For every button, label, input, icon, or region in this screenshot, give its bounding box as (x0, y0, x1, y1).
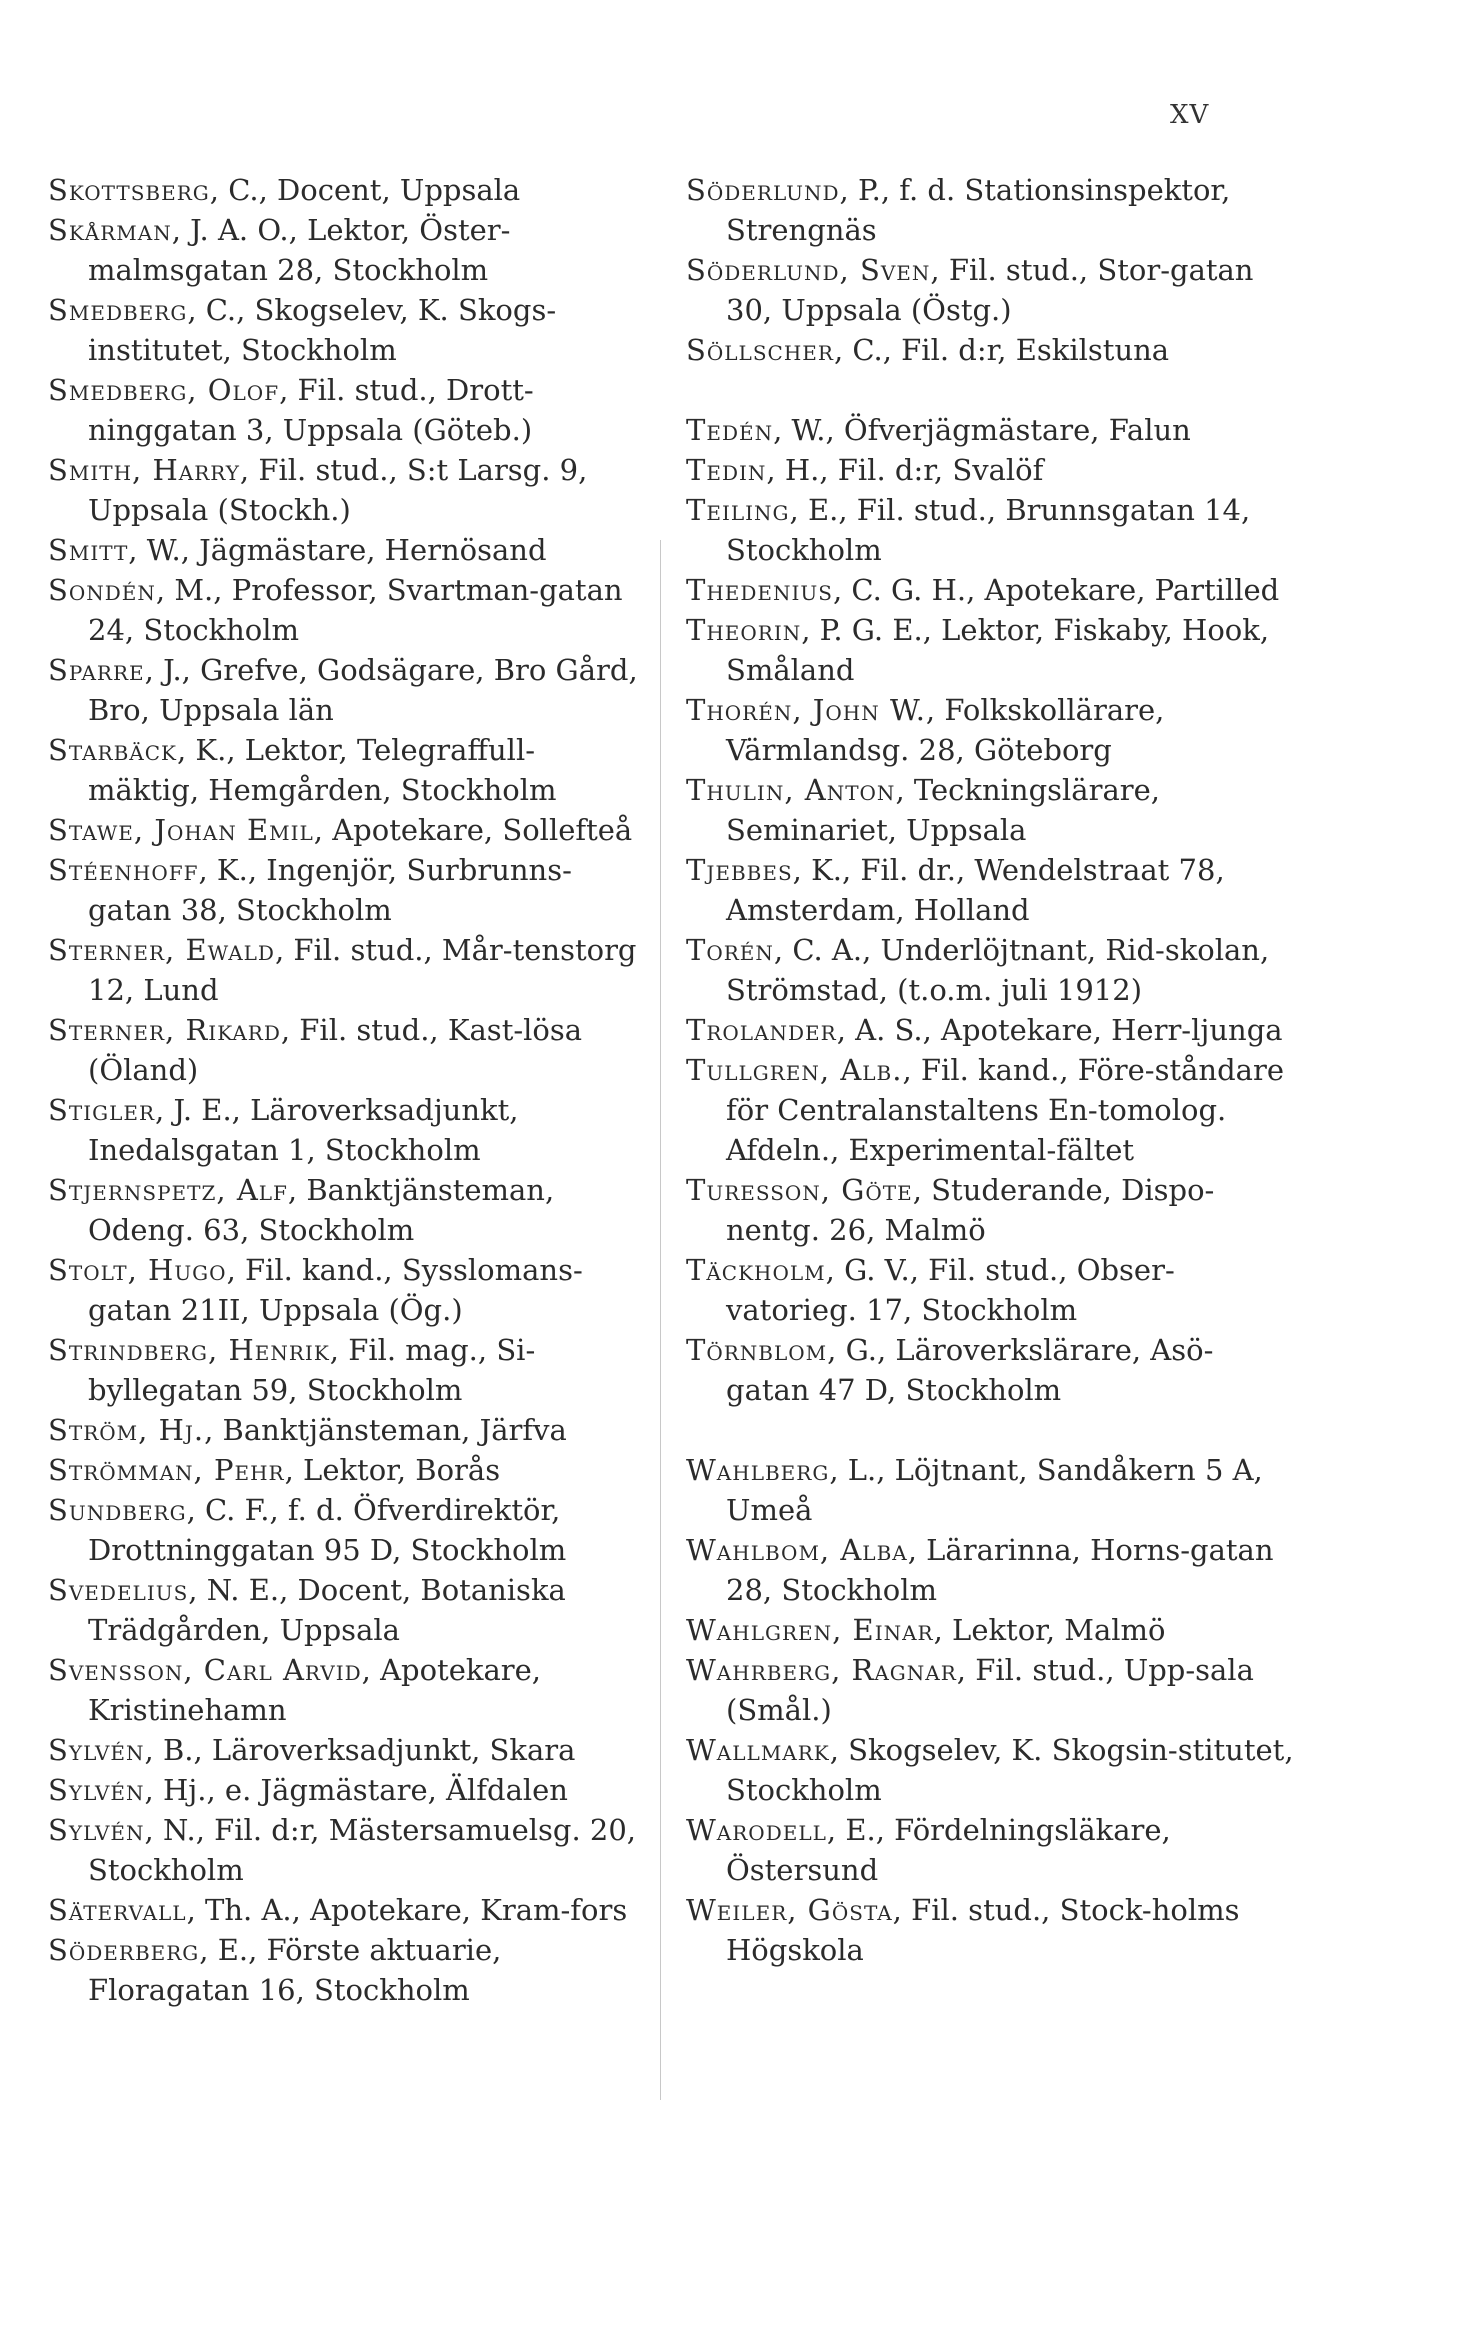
entry-details: , A. S., Apotekare, Herr-ljunga (836, 1013, 1283, 1047)
entry-name: Wallmark (686, 1733, 830, 1767)
entry-details: , Lärarinna, Horns-gatan 28, Stockholm (726, 1533, 1274, 1607)
entry-name: Söderberg (48, 1933, 200, 1967)
directory-entry (48, 1090, 638, 1170)
directory-entry (48, 810, 638, 850)
entry-details: , Fil. stud., Stor-gatan 30, Uppsala (Östg.) (726, 253, 1254, 327)
entry-name: Thedenius (686, 573, 833, 607)
directory-entry (686, 490, 1296, 570)
directory-entry (686, 570, 1296, 610)
directory-entry (686, 450, 1296, 490)
entry-name: Strindberg, Henrik (48, 1333, 330, 1367)
entry-name: Stéenhoff (48, 853, 199, 887)
entry-details: , Folkskollärare, Värmlandsg. 28, Göteborg (726, 693, 1165, 767)
entry-name: Stawe, Johan Emil (48, 813, 314, 847)
entry-name: Svensson, Carl Arvid (48, 1653, 362, 1687)
entry-details: , Studerande, Dispo-nentg. 26, Malmö (726, 1173, 1215, 1247)
directory-entry (686, 1250, 1296, 1330)
entry-name: Teiling (686, 493, 790, 527)
entry-name: Söderlund (686, 173, 840, 207)
entry-details: , G. V., Fil. stud., Obser-vatorieg. 17, Stockholm (726, 1253, 1175, 1327)
directory-entry (48, 730, 638, 810)
entry-details: , J. A. O., Lektor, Öster-malmsgatan 28, Stockholm (88, 213, 511, 287)
directory-entry (686, 1010, 1296, 1050)
left-column (48, 170, 638, 2010)
directory-entry (48, 290, 638, 370)
entry-name: Törnblom (686, 1333, 828, 1367)
directory-entry (48, 1570, 638, 1650)
directory-entry (48, 1730, 638, 1770)
entry-name: Wahlbom, Alba (686, 1533, 908, 1567)
entry-details: , Skogselev, K. Skogsin-stitutet, Stockholm (726, 1733, 1294, 1807)
entry-details: , B., Läroverksadjunkt, Skara (144, 1733, 576, 1767)
entry-details: , Hj., e. Jägmästare, Älfdalen (144, 1773, 568, 1807)
entry-details: , L., Löjtnant, Sandåkern 5 A, Umeå (726, 1453, 1263, 1527)
directory-entry (686, 170, 1296, 250)
directory-entry (686, 1890, 1296, 1970)
entry-details: , H., Fil. d:r, Svalöf (766, 453, 1044, 487)
directory-entry (686, 770, 1296, 850)
directory-entry (48, 650, 638, 730)
entry-name: Wahlberg (686, 1453, 830, 1487)
directory-entry (686, 610, 1296, 690)
entry-name: Sparre (48, 653, 145, 687)
entry-name: Tjebbes (686, 853, 793, 887)
entry-details: , C., Docent, Uppsala (209, 173, 521, 207)
entry-details: , Fil. kand., Sysslomans-gatan 21II, Uppsala (Ög.) (88, 1253, 583, 1327)
entry-name: Warodell (686, 1813, 827, 1847)
entry-details: , K., Ingenjör, Surbrunns-gatan 38, Stockholm (88, 853, 572, 927)
directory-entry (48, 1810, 638, 1890)
directory-entry (48, 1170, 638, 1250)
entry-details: , N. E., Docent, Botaniska Trädgården, Uppsala (88, 1573, 566, 1647)
entry-name: Stjernspetz, Alf (48, 1173, 288, 1207)
directory-entry (686, 1650, 1296, 1730)
entry-group-s (686, 170, 1296, 370)
entry-details: , Fil. stud., Kast-lösa (Öland) (88, 1013, 583, 1087)
entry-details: , E., Fördelningsläkare, Östersund (726, 1813, 1171, 1887)
entry-details: , Apotekare, Kristinehamn (88, 1653, 541, 1727)
entry-details: , E., Förste aktuarie, Floragatan 16, Stockholm (88, 1933, 502, 2007)
entry-name: Tedén (686, 413, 774, 447)
entry-details: , K., Fil. dr., Wendelstraat 78, Amsterdam, Holland (726, 853, 1225, 927)
directory-entry (686, 930, 1296, 1010)
entry-details: , G., Läroverkslärare, Asö-gatan 47 D, Stockholm (726, 1333, 1214, 1407)
directory-entry (48, 1410, 638, 1450)
group-gap (686, 370, 1296, 410)
directory-entry (48, 1890, 638, 1930)
entry-details: , Apotekare, Sollefteå (313, 813, 633, 847)
entry-details: , N., Fil. d:r, Mästersamuelsg. 20, Stockholm (88, 1813, 637, 1887)
entry-details: , W., Öfverjägmästare, Falun (773, 413, 1191, 447)
entry-details: , Banktjänsteman, Järfva (204, 1413, 567, 1447)
entry-name: Thulin, Anton (686, 773, 896, 807)
directory-entry (48, 170, 638, 210)
entry-name: Tedin (686, 453, 767, 487)
entry-details: , Fil. stud., Mår-tenstorg 12, Lund (88, 933, 637, 1007)
entry-name: Tullgren, Alb. (686, 1053, 903, 1087)
directory-entry (48, 570, 638, 650)
entry-details: , Fil. stud., S:t Larsg. 9, Uppsala (Stockh.) (88, 453, 588, 527)
directory-entry (686, 330, 1296, 370)
entry-name: Weiler, Gösta (686, 1893, 893, 1927)
entry-group-w (686, 1450, 1296, 1970)
entry-details: , C. G. H., Apotekare, Partilled (832, 573, 1280, 607)
entry-details: , Banktjänsteman, Odeng. 63, Stockholm (88, 1173, 555, 1247)
directory-entry (686, 1050, 1296, 1170)
entry-name: Täckholm (686, 1253, 826, 1287)
entry-name: Smith, Harry (48, 453, 240, 487)
entry-name: Stigler (48, 1093, 156, 1127)
entry-details: , C., Fil. d:r, Eskilstuna (833, 333, 1170, 367)
directory-entry (686, 1610, 1296, 1650)
entry-name: Skottsberg (48, 173, 210, 207)
directory-entry (48, 210, 638, 290)
entry-name: Smitt (48, 533, 129, 567)
directory-entry (48, 1450, 638, 1490)
entry-details: , C. A., Underlöjtnant, Rid-skolan, Strömstad, (t.o.m. juli 1912) (726, 933, 1270, 1007)
directory-entry (48, 1010, 638, 1090)
entry-name: Strömman, Pehr (48, 1453, 285, 1487)
entry-details: , Lektor, Borås (284, 1453, 501, 1487)
entry-name: Turesson, Göte (686, 1173, 913, 1207)
entry-details: , J., Grefve, Godsägare, Bro Gård, Bro, Uppsala län (88, 653, 638, 727)
entry-details: , Fil. mag., Si-byllegatan 59, Stockholm (88, 1333, 536, 1407)
directory-entry (48, 450, 638, 530)
directory-entry (686, 1730, 1296, 1810)
entry-details: , Th. A., Apotekare, Kram-fors (186, 1893, 628, 1927)
entry-details: , C. F., f. d. Öfverdirektör, Drottninggatan 95 D, Stockholm (88, 1493, 567, 1567)
entry-details: , Fil. stud., Drott-ninggatan 3, Uppsala (Göteb.) (88, 373, 534, 447)
directory-entry (686, 1810, 1296, 1890)
directory-entry (686, 1530, 1296, 1610)
entry-details: , Fil. stud., Upp-sala (Smål.) (726, 1653, 1254, 1727)
entry-name: Theorin (686, 613, 802, 647)
entry-name: Svedelius (48, 1573, 189, 1607)
entry-name: Smedberg, Olof (48, 373, 280, 407)
right-column (686, 170, 1296, 1970)
directory-entry (48, 1930, 638, 2010)
directory-entry (686, 1450, 1296, 1530)
page-number: XV (1170, 100, 1210, 130)
directory-entry (48, 1490, 638, 1570)
entry-name: Smedberg (48, 293, 188, 327)
directory-entry (48, 1250, 638, 1330)
entry-details: , Teckningslärare, Seminariet, Uppsala (726, 773, 1160, 847)
column-divider (660, 540, 661, 2100)
directory-entry (686, 1170, 1296, 1250)
entry-details: , K., Lektor, Telegraffull-mäktig, Hemgården, Stockholm (88, 733, 557, 807)
directory-entry (48, 1330, 638, 1410)
directory-entry (48, 1770, 638, 1810)
entry-details: , Lektor, Malmö (933, 1613, 1166, 1647)
entry-name: Ström, Hj. (48, 1413, 205, 1447)
entry-name: Sylvén (48, 1733, 145, 1767)
directory-entry (686, 250, 1296, 330)
entry-name: Sundberg (48, 1493, 187, 1527)
entry-name: Sterner, Ewald (48, 933, 275, 967)
entry-name: Starbäck (48, 733, 177, 767)
entry-name: Söderlund, Sven (686, 253, 931, 287)
directory-entry (48, 530, 638, 570)
directory-entry (686, 690, 1296, 770)
group-gap (686, 1410, 1296, 1450)
directory-entry (686, 410, 1296, 450)
entry-name: Sylvén (48, 1773, 145, 1807)
directory-entry (686, 1330, 1296, 1410)
entry-details: , C., Skogselev, K. Skogs-institutet, Stockholm (88, 293, 557, 367)
entry-details: , W., Jägmästare, Hernösand (128, 533, 547, 567)
entry-details: , J. E., Läroverksadjunkt, Inedalsgatan 1, Stockholm (88, 1093, 519, 1167)
entry-name: Sondén (48, 573, 156, 607)
directory-entry (48, 850, 638, 930)
entry-name: Söllscher (686, 333, 834, 367)
entry-name: Thorén, John W. (686, 693, 926, 727)
entry-name: Sätervall (48, 1893, 187, 1927)
entry-details: , P., f. d. Stationsinspektor, Strengnäs (726, 173, 1231, 247)
entry-details: , M., Professor, Svartman-gatan 24, Stockholm (88, 573, 623, 647)
entry-name: Sylvén (48, 1813, 145, 1847)
entry-name: Wahrberg, Ragnar (686, 1653, 957, 1687)
directory-entry (48, 370, 638, 450)
directory-entry (686, 850, 1296, 930)
entry-details: , Fil. kand., Före-ståndare för Centralanstaltens En-tomolog. Afdeln., Experimental-fältet (726, 1053, 1284, 1167)
entry-name: Wahlgren, Einar (686, 1613, 934, 1647)
entry-name: Skårman (48, 213, 172, 247)
entry-name: Stolt, Hugo (48, 1253, 227, 1287)
entry-group-t (686, 410, 1296, 1410)
entry-name: Torén (686, 933, 774, 967)
entry-details: , Fil. stud., Stock-holms Högskola (726, 1893, 1240, 1967)
entry-details: , E., Fil. stud., Brunnsgatan 14, Stockholm (726, 493, 1251, 567)
entry-name: Sterner, Rikard (48, 1013, 281, 1047)
directory-entry (48, 1650, 638, 1730)
entry-details: , P. G. E., Lektor, Fiskaby, Hook, Småland (726, 613, 1270, 687)
entry-name: Trolander (686, 1013, 837, 1047)
directory-entry (48, 930, 638, 1010)
